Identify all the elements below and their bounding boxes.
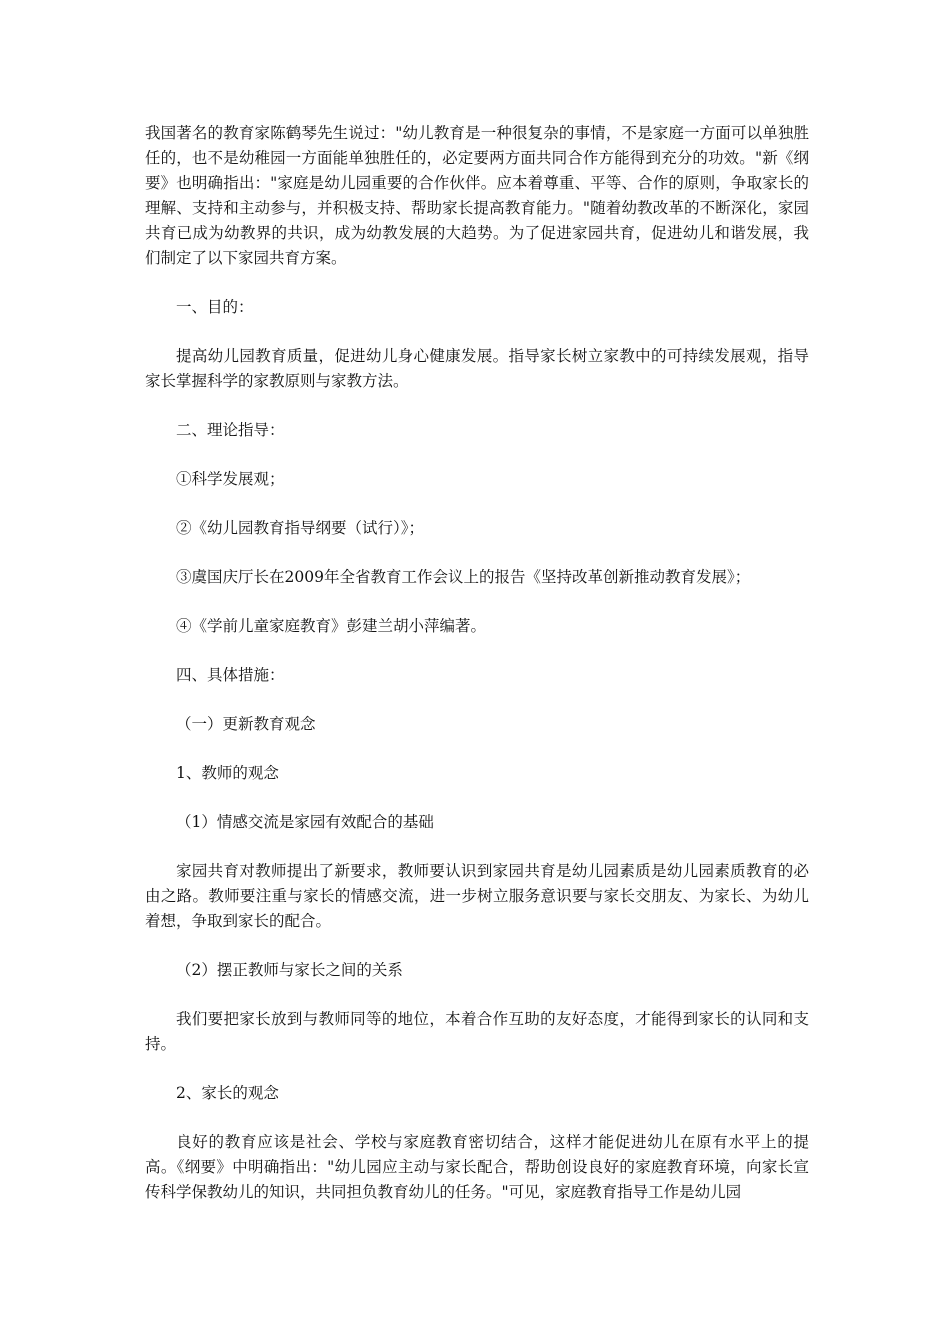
- item-heading-emotional-exchange: （1）情感交流是家园有效配合的基础: [176, 813, 434, 831]
- subsection-heading-teacher: 1、教师的观念: [176, 764, 279, 782]
- item-heading-relationship: （2）摆正教师与家长之间的关系: [176, 961, 403, 979]
- section-heading-purpose: 一、目的：: [176, 298, 254, 316]
- purpose-paragraph: 提高幼儿园教育质量，促进幼儿身心健康发展。指导家长树立家教中的可持续发展观，指导家长掌握科学的家教原则与家教方法。: [145, 347, 809, 390]
- theory-item-2: ②《幼儿园教育指导纲要（试行）》；: [176, 519, 425, 537]
- document-page: [145, 121, 809, 1205]
- theory-item-4: ④《学前儿童家庭教育》彭建兰胡小萍编著。: [176, 617, 487, 635]
- teacher-paragraph-2: 我们要把家长放到与教师同等的地位，本着合作互助的友好态度，才能得到家长的认同和支持。: [145, 1010, 809, 1053]
- intro-paragraph: 我国著名的教育家陈鹤琴先生说过："幼儿教育是一种很复杂的事情，不是家庭一方面可以单独胜任的，也不是幼稚园一方面能单独胜任的，必定要两方面共同合作方能得到充分的功效。"新《纲要》也明确指出："家庭是幼儿园重要的合作伙伴。应本着尊重、平等、合作的原则，争取家长的理解、支持和主动参与，并积极支持、帮助家长提高教育能力。"随着幼教改革的不断深化，家园共育已成为幼教界的共识，成为幼教发展的大趋势。为了促进家园共育，促进幼儿和谐发展，我们制定了以下家园共育方案。: [145, 124, 809, 267]
- teacher-paragraph-1: 家园共育对教师提出了新要求，教师要认识到家园共育是幼儿园素质是幼儿园素质教育的必由之路。教师要注重与家长的情感交流，进一步树立服务意识要与家长交朋友、为家长、为幼儿着想，争取到家长的配合。: [145, 862, 809, 930]
- parent-paragraph: 良好的教育应该是社会、学校与家庭教育密切结合，这样才能促进幼儿在原有水平上的提高。《纲要》中明确指出："幼儿园应主动与家长配合，帮助创设良好的家庭教育环境，向家长宣传科学保教幼儿的知识，共同担负教育幼儿的任务。"可见，家庭教育指导工作是幼儿园: [145, 1133, 809, 1201]
- subsection-heading-parent: 2、家长的观念: [176, 1084, 279, 1102]
- subsection-heading-concepts: （一）更新教育观念: [176, 715, 316, 733]
- section-heading-theory: 二、理论指导：: [176, 421, 285, 439]
- section-heading-measures: 四、具体措施：: [176, 666, 285, 684]
- theory-item-3: ③虞国庆厅长在2009年全省教育工作会议上的报告《坚持改革创新推动教育发展》；: [176, 568, 751, 586]
- theory-item-1: ①科学发展观；: [176, 470, 285, 488]
